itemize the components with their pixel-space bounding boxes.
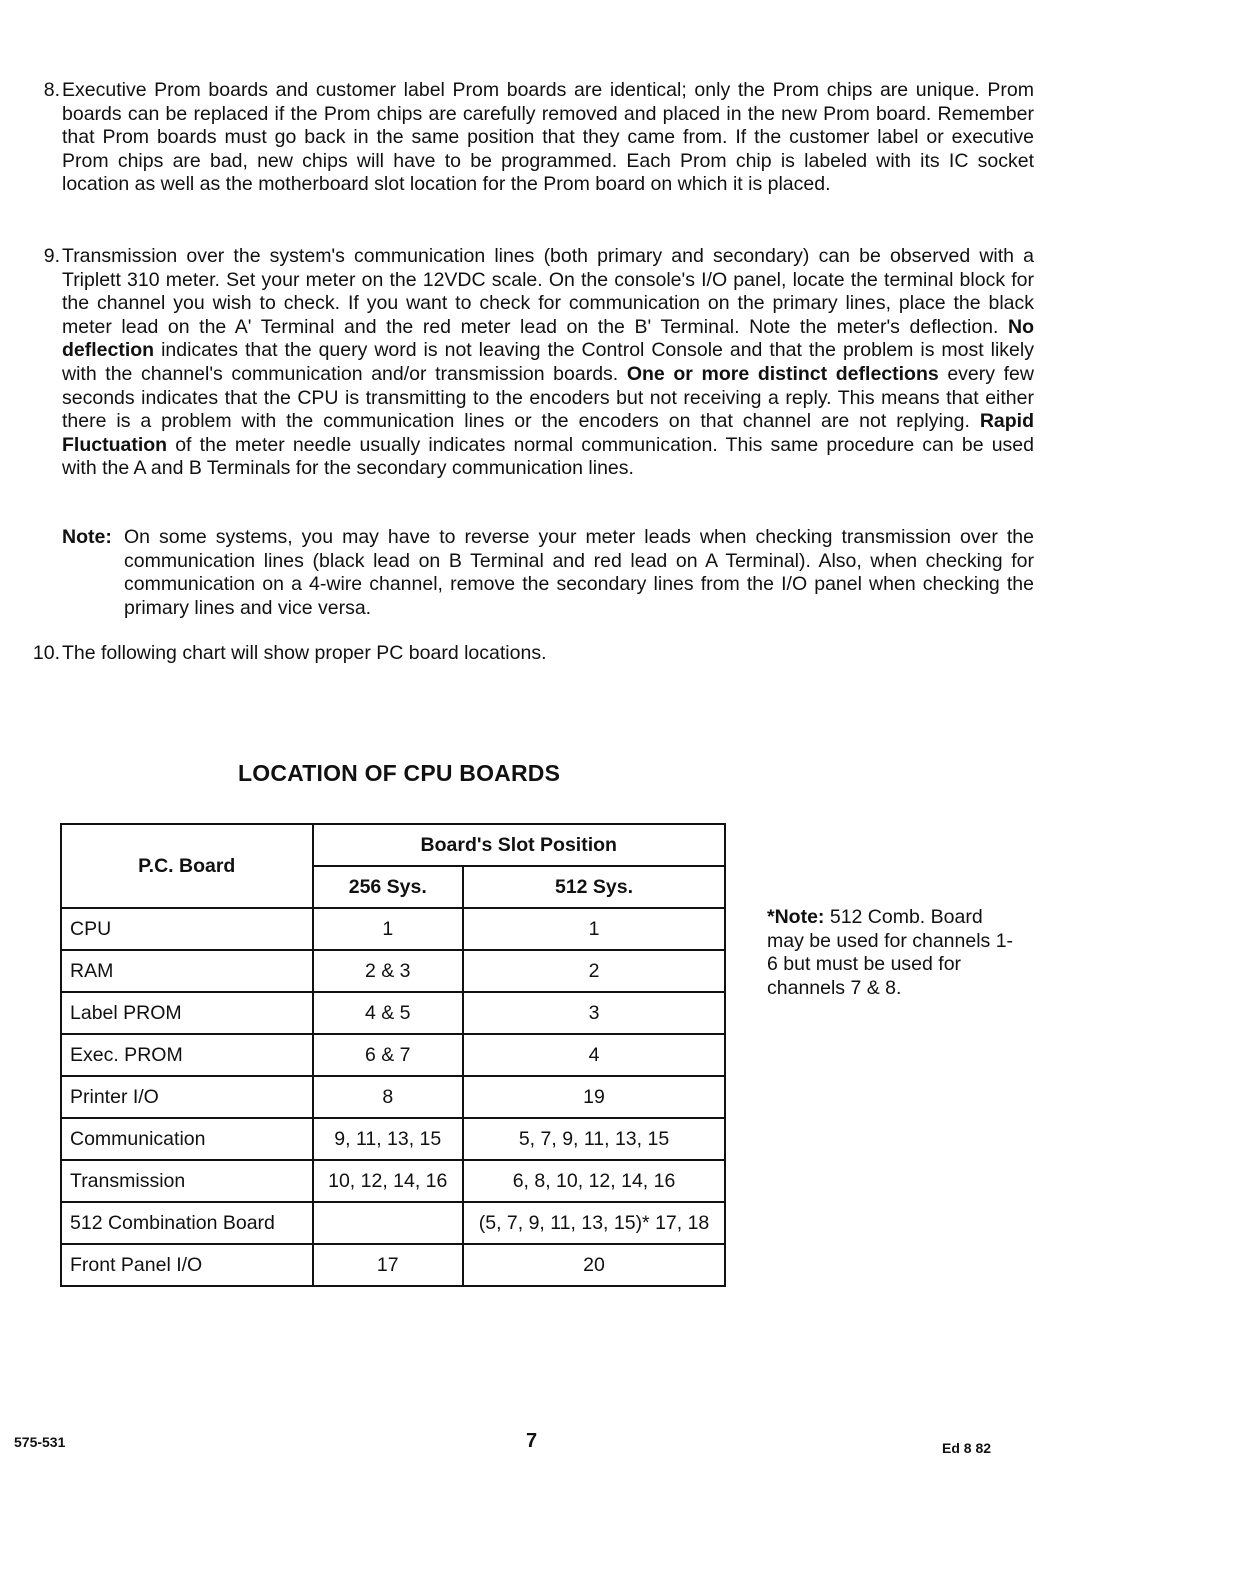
header-256-sys: 256 Sys. bbox=[313, 866, 464, 908]
item-text: The following chart will show proper PC board locations. bbox=[62, 642, 547, 664]
cell-256: 2 & 3 bbox=[313, 950, 464, 992]
bold-term-no-deflection: No deflection bbox=[62, 315, 1034, 362]
item-number: 8. bbox=[43, 79, 60, 101]
header-512-sys: 512 Sys. bbox=[463, 866, 725, 908]
transmission-note bbox=[62, 526, 1034, 620]
item-text-part: Transmission over the system's communication lines (both primary and secondary) can be observed with a Triplett 310 meter. Set your meter on the 12VDC scale. On the console's I/O panel, locate the terminal block for the channel you wish to check. If you want to check for communication on the primary lines, place the black meter lead on the A' Terminal and the red meter lead on the B' Terminal. Note the meter's deflection. bbox=[62, 245, 1034, 338]
header-pc-board: P.C. Board bbox=[61, 824, 313, 908]
table-row bbox=[61, 1118, 725, 1160]
cell-board: Communication bbox=[61, 1118, 313, 1160]
table-row bbox=[61, 908, 725, 950]
cell-512: 4 bbox=[463, 1034, 725, 1076]
page-number: 7 bbox=[526, 1430, 538, 1452]
cell-256: 4 & 5 bbox=[313, 992, 464, 1034]
bold-term-rapid-fluctuation: Rapid Fluctuation bbox=[62, 410, 1034, 456]
document-number: 575-531 bbox=[14, 1434, 66, 1450]
table-row bbox=[61, 1202, 725, 1244]
cell-256: 9, 11, 13, 15 bbox=[313, 1118, 464, 1160]
cell-256: 1 bbox=[313, 908, 464, 950]
cell-512: 5, 7, 9, 11, 13, 15 bbox=[463, 1118, 725, 1160]
cell-board: RAM bbox=[61, 950, 313, 992]
cell-board: 512 Combination Board bbox=[61, 1202, 313, 1244]
cell-board: CPU bbox=[61, 908, 313, 950]
cell-256: 8 bbox=[313, 1076, 464, 1118]
edition-label: Ed 8 82 bbox=[942, 1440, 992, 1456]
table-row bbox=[61, 1244, 725, 1286]
item-number: 9. bbox=[43, 245, 60, 267]
table-row bbox=[61, 1076, 725, 1118]
list-item-8 bbox=[24, 79, 1034, 197]
table-row bbox=[61, 950, 725, 992]
cell-256 bbox=[313, 1202, 464, 1244]
cell-board: Front Panel I/O bbox=[61, 1244, 313, 1286]
list-item-9 bbox=[24, 245, 1034, 481]
cell-512: 1 bbox=[463, 908, 725, 950]
note-text: On some systems, you may have to reverse your meter leads when checking transmission over the communication lines (black lead on B Terminal and red lead on A Terminal). Also, when checking for communication on a 4-wire channel, remove the secondary lines from the I/O panel when checking the primary lines and vice versa. bbox=[124, 526, 1034, 619]
table-row bbox=[61, 1034, 725, 1076]
list-item-10 bbox=[24, 642, 1034, 666]
cell-board: Exec. PROM bbox=[61, 1034, 313, 1076]
cell-256: 17 bbox=[313, 1244, 464, 1286]
side-note-label: *Note: bbox=[767, 906, 825, 928]
cpu-board-location-table bbox=[60, 823, 726, 1287]
bold-term-distinct-deflections: One or more distinct deflections bbox=[626, 362, 939, 385]
note-label: Note: bbox=[62, 526, 112, 548]
cell-board: Transmission bbox=[61, 1160, 313, 1202]
cell-512: 2 bbox=[463, 950, 725, 992]
combination-board-note bbox=[767, 906, 1017, 1000]
cell-512: 19 bbox=[463, 1076, 725, 1118]
item-text-part: every few seconds indicates that the CPU is transmitting to the encoders but not receiving a reply. This means that either there is a problem with the communication lines or the encoders on that channel are not replying. bbox=[62, 362, 1034, 433]
cell-512: (5, 7, 9, 11, 13, 15)* 17, 18 bbox=[463, 1202, 725, 1244]
item-text: Executive Prom boards and customer label Prom boards are identical; only the Prom chips are unique. Prom boards can be replaced if the Prom chips are carefully removed and placed in the new Prom board. Remember that Prom boards must go back in the same position that they came from. If the customer label or executive Prom chips are bad, new chips will have to be programmed. Each Prom chip is labeled with its IC socket location as well as the motherboard slot location for the Prom board on which it is placed. bbox=[62, 79, 1034, 196]
header-slot-position: Board's Slot Position bbox=[313, 824, 726, 866]
cell-512: 20 bbox=[463, 1244, 725, 1286]
item-text-part: of the meter needle usually indicates normal communication. This same procedure can be used with the A and B Terminals for the secondary communication lines. bbox=[62, 433, 1034, 480]
table-title: LOCATION OF CPU BOARDS bbox=[238, 760, 561, 786]
cell-256: 10, 12, 14, 16 bbox=[313, 1160, 464, 1202]
item-text-part: indicates that the query word is not leaving the Control Console and that the problem is most likely with the channel's communication and/or transmission boards. bbox=[62, 339, 1034, 385]
cell-512: 6, 8, 10, 12, 14, 16 bbox=[463, 1160, 725, 1202]
cell-board: Printer I/O bbox=[61, 1076, 313, 1118]
cell-512: 3 bbox=[463, 992, 725, 1034]
item-number: 10. bbox=[32, 642, 60, 664]
table-row bbox=[61, 1160, 725, 1202]
side-note-text: 512 Comb. Board may be used for channels 1-6 but must be used for channels 7 & 8. bbox=[767, 906, 1014, 999]
cell-256: 6 & 7 bbox=[313, 1034, 464, 1076]
item-text bbox=[62, 245, 1034, 481]
cell-board: Label PROM bbox=[61, 992, 313, 1034]
table-row bbox=[61, 992, 725, 1034]
